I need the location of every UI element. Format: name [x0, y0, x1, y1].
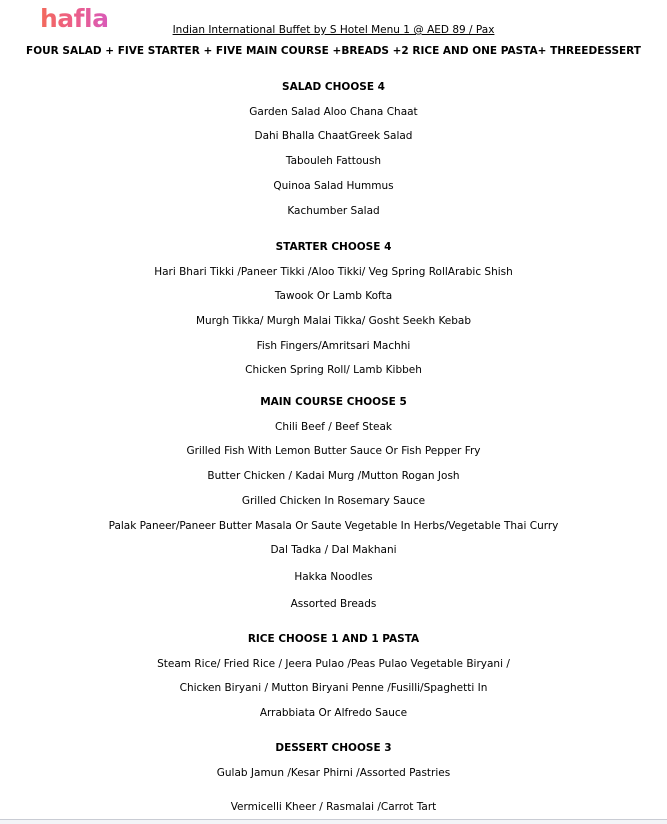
menu-item: Hari Bhari Tikki /Paneer Tikki /Aloo Tikki/ Veg Spring RollArabic Shish	[154, 266, 513, 278]
section-heading-rice: RICE CHOOSE 1 AND 1 PASTA	[247, 633, 420, 645]
menu-item: Assorted Breads	[290, 598, 377, 610]
menu-item: Kachumber Salad	[287, 205, 380, 217]
hafla-logo: hafla	[40, 4, 109, 33]
menu-item: Arrabbiata Or Alfredo Sauce	[259, 707, 408, 719]
menu-item: Tawook Or Lamb Kofta	[274, 290, 393, 302]
menu-item: Dal Tadka / Dal Makhani	[270, 544, 397, 556]
menu-item: Gulab Jamun /Kesar Phirni /Assorted Pastries	[216, 767, 451, 779]
menu-item: Grilled Fish With Lemon Butter Sauce Or Fish Pepper Fry	[186, 445, 481, 457]
menu-item: Grilled Chicken In Rosemary Sauce	[241, 495, 426, 507]
section-heading-dessert: DESSERT CHOOSE 3	[275, 742, 392, 754]
menu-title: Indian International Buffet by S Hotel Menu 1 @ AED 89 / Pax	[172, 24, 495, 36]
menu-item: Vermicelli Kheer / Rasmalai /Carrot Tart	[230, 801, 437, 813]
menu-item: Quinoa Salad Hummus	[273, 180, 394, 192]
menu-item: Butter Chicken / Kadai Murg /Mutton Rogan Josh	[207, 470, 460, 482]
menu-item: Chili Beef / Beef Steak	[274, 421, 393, 433]
menu-item: Steam Rice/ Fried Rice / Jeera Pulao /Peas Pulao Vegetable Biryani /	[157, 658, 510, 670]
menu-item: Tabouleh Fattoush	[285, 155, 382, 167]
menu-item: Hakka Noodles	[294, 571, 373, 583]
menu-item: Garden Salad Aloo Chana Chaat	[249, 106, 418, 118]
menu-item: Fish Fingers/Amritsari Machhi	[256, 340, 411, 352]
menu-item: Chicken Spring Roll/ Lamb Kibbeh	[245, 364, 422, 376]
section-heading-starter: STARTER CHOOSE 4	[275, 241, 392, 253]
menu-item: Dahi Bhalla ChaatGreek Salad	[254, 130, 413, 142]
section-heading-salad: SALAD CHOOSE 4	[282, 81, 385, 93]
menu-item: Chicken Biryani / Mutton Biryani Penne /Fusilli/Spaghetti In	[179, 682, 488, 694]
page-bottom-edge	[0, 819, 667, 824]
menu-item: Palak Paneer/Paneer Butter Masala Or Saute Vegetable In Herbs/Vegetable Thai Curry	[108, 520, 559, 532]
section-heading-main-course: MAIN COURSE CHOOSE 5	[260, 396, 407, 408]
menu-item: Murgh Tikka/ Murgh Malai Tikka/ Gosht Seekh Kebab	[195, 315, 472, 327]
menu-summary: FOUR SALAD + FIVE STARTER + FIVE MAIN COURSE +BREADS +2 RICE AND ONE PASTA+ THREEDESSERT	[26, 45, 641, 57]
